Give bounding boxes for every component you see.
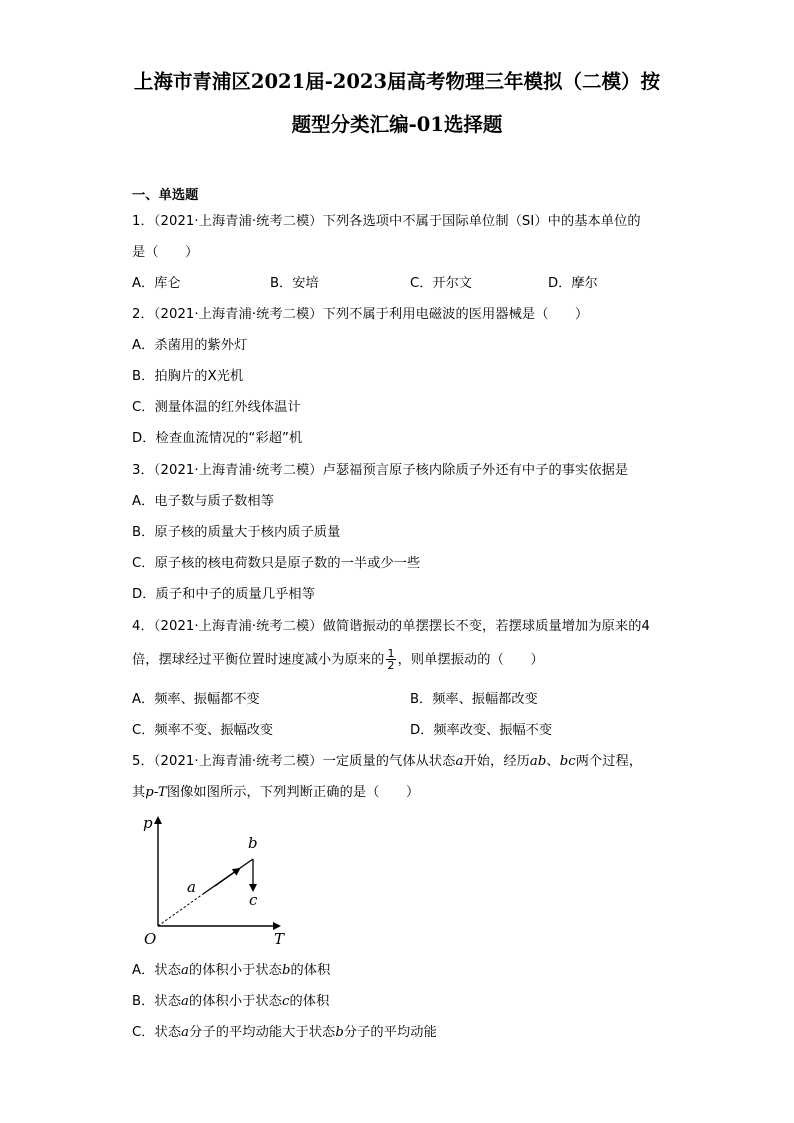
text-segment: 5．（2021·上海青浦·统考二模）一定质量的气体从状态: [132, 754, 456, 769]
section-heading: 一、单选题: [132, 188, 199, 203]
p-axis-label: p: [143, 814, 153, 832]
origin-label: O: [144, 930, 157, 948]
state-symbol: b: [335, 1025, 344, 1040]
question-1-option-a: A．库仑: [132, 276, 181, 291]
document-title-line-2: 题型分类汇编-01选择题: [291, 113, 503, 136]
text-segment: 两个过程，: [575, 754, 643, 769]
question-1-option-d: D．摩尔: [548, 276, 598, 291]
text-segment: B．状态: [132, 994, 182, 1009]
process-bc-symbol: bc: [559, 754, 576, 769]
fraction-one-half: [386, 648, 395, 671]
question-2-option-d: D．检查血流情况的“彩超”机: [132, 431, 303, 446]
text-segment: 的体积小于状态: [188, 963, 282, 978]
text-segment: C．状态: [132, 1025, 182, 1040]
point-b-label: b: [248, 834, 258, 852]
text-segment: A．状态: [132, 963, 181, 978]
text-segment: 图像如图所示，下列判断正确的是（ ）: [166, 785, 420, 800]
text-segment: 的体积: [289, 994, 330, 1009]
text-segment: 的体积小于状态: [188, 994, 282, 1009]
question-1-text: 1．（2021·上海青浦·统考二模）下列各选项中不属于国际单位制（SI）中的基本单位的: [132, 214, 641, 229]
question-1-text-cont: 是（ ）: [132, 245, 199, 260]
point-a-label: a: [187, 878, 196, 896]
question-4-text: 4．（2021·上海青浦·统考二模）做简谐振动的单摆摆长不变，若摆球质量增加为原来的4: [132, 619, 650, 634]
text-segment: 分子的平均动能大于状态: [189, 1025, 336, 1040]
document-title-line-1: 上海市青浦区2021届-2023届高考物理三年模拟（二模）按: [133, 70, 661, 93]
question-4-option-b: B．频率、振幅都改变: [410, 692, 538, 707]
state-symbol: c: [282, 994, 290, 1009]
question-4-option-a: A．频率、振幅都不变: [132, 692, 260, 707]
question-2-option-a: A．杀菌用的紫外灯: [132, 338, 248, 353]
question-5-option-a: [132, 962, 330, 980]
question-3-option-b: B．原子核的质量大于核内质子质量: [132, 525, 341, 540]
text-segment: 分子的平均动能: [343, 1025, 437, 1040]
question-2-option-b: B．拍胸片的X光机: [132, 369, 244, 384]
question-3-option-c: C．原子核的核电荷数只是原子数的一半或少一些: [132, 556, 421, 571]
question-2-text: 2．（2021·上海青浦·统考二模）下列不属于利用电磁波的医用器械是（ ）: [132, 307, 589, 322]
question-4-text-cont: [132, 648, 544, 671]
question-1-option-b: B．安培: [270, 276, 319, 291]
question-5-text-cont: [132, 784, 419, 802]
question-1-option-c: C．开尔文: [410, 276, 472, 291]
question-3-text: 3．（2021·上海青浦·统考二模）卢瑟福预言原子核内除质子外还有中子的事实依据是: [132, 463, 629, 478]
question-4-text-part: ，则单摆振动的（ ）: [397, 652, 544, 668]
point-c-label: c: [249, 891, 258, 909]
state-symbol: a: [180, 963, 189, 978]
text-segment: 开始，经历: [463, 754, 530, 769]
state-a-symbol: a: [455, 754, 464, 769]
process-ab-arrow: [215, 869, 239, 886]
pt-diagram: [135, 810, 295, 950]
state-symbol: a: [181, 1025, 190, 1040]
question-2-option-c: C．测量体温的红外线体温计: [132, 400, 301, 415]
question-5-text: [132, 753, 642, 771]
pt-symbol: p-T: [145, 785, 167, 800]
text-segment: 的体积: [290, 963, 331, 978]
state-symbol: b: [281, 963, 291, 978]
t-axis-label: T: [274, 930, 285, 948]
question-4-option-c: C．频率不变、振幅改变: [132, 723, 274, 738]
question-5-option-b: [132, 993, 329, 1011]
process-ab-symbol: ab: [529, 754, 547, 769]
text-segment: 、: [546, 754, 560, 769]
question-3-option-a: A．电子数与质子数相等: [132, 494, 274, 509]
fraction-numerator: 1: [387, 647, 395, 660]
state-symbol: a: [181, 994, 189, 1009]
question-4-option-d: D．频率改变、振幅不变: [410, 723, 553, 738]
text-segment: 其: [132, 785, 146, 800]
question-5-option-c: [132, 1024, 437, 1042]
question-4-text-part: 倍，摆球经过平衡位置时速度减小为原来的: [132, 652, 385, 668]
fraction-denominator: 2: [387, 659, 395, 672]
question-3-option-d: D．质子和中子的质量几乎相等: [132, 587, 315, 602]
dashed-extension-line: [158, 894, 203, 926]
